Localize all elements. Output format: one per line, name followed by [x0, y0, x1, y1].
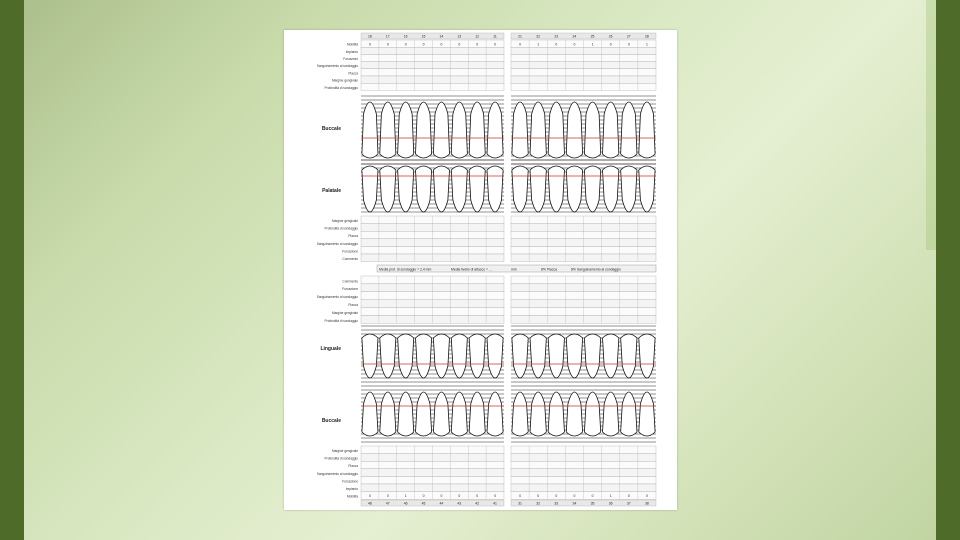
- upper-mobility-number: 0: [422, 42, 425, 47]
- lower-top-row-label: Commento: [342, 279, 358, 284]
- lower-top-row-label: Sanguinamento al sondaggio: [316, 295, 358, 300]
- upper-tooth-number: 13: [457, 34, 462, 39]
- lower-buccal-tooth: [416, 392, 432, 436]
- lower-mobility-number: 1: [609, 494, 612, 499]
- upper-buccal-tooth: [416, 102, 432, 158]
- upper-buccal-tooth: [566, 102, 582, 158]
- lower-mobility-number: 0: [519, 494, 522, 499]
- lower-lingual-tooth: [512, 334, 528, 378]
- upper-tooth-number: 11: [493, 34, 497, 39]
- upper-buccal-tooth: [584, 102, 600, 158]
- legend-item: mm: [511, 267, 517, 272]
- legend-item: 8% Placca: [541, 267, 558, 272]
- lower-lingual-tooth: [362, 334, 378, 378]
- upper-bottom-row-label: Margine gengivale: [331, 219, 358, 223]
- upper-palatal-tooth: [451, 166, 467, 212]
- lower-bottom-row-label: Sanguinamento al sondaggio: [316, 471, 358, 476]
- lower-buccal-tooth: [451, 392, 467, 436]
- lower-lingual-tooth: [451, 334, 467, 378]
- lower-lingual-tooth: [603, 334, 619, 378]
- upper-tooth-number: 28: [645, 34, 649, 39]
- lower-tooth-number: 47: [385, 501, 390, 506]
- lower-buccal-tooth: [512, 392, 528, 436]
- upper-mobility-number: 0: [404, 42, 407, 47]
- lower-top-row-label: Profondità di sondaggio: [324, 318, 358, 323]
- upper-palatal-tooth: [416, 166, 432, 212]
- label-buccal-upper: Buccale: [321, 126, 341, 132]
- upper-tooth-number: 25: [590, 34, 595, 39]
- lower-buccal-tooth: [548, 392, 564, 436]
- lower-bottom-row-label: Profondità di sondaggio: [324, 456, 358, 461]
- lower-buccal-tooth: [433, 392, 449, 436]
- upper-mobility-number: 0: [386, 42, 389, 47]
- lower-mobility-number: 0: [386, 494, 389, 499]
- upper-buccal-tooth: [398, 102, 414, 158]
- upper-palatal-tooth: [548, 166, 564, 212]
- upper-palatal-tooth: [621, 166, 637, 212]
- upper-top-row-label: Margine gengivale: [331, 78, 358, 83]
- lower-tooth-number: 48: [368, 501, 372, 506]
- lower-tooth-number: 46: [403, 501, 408, 506]
- lower-lingual-tooth: [398, 334, 414, 378]
- right-accent-highlight: [926, 0, 936, 250]
- lower-buccal-tooth: [621, 392, 637, 436]
- upper-top-row-label: Sanguinamento al sondaggio: [316, 64, 358, 69]
- upper-palatal-tooth: [487, 166, 503, 212]
- lower-lingual-tooth: [469, 334, 485, 378]
- lower-mobility-number: 0: [368, 494, 371, 499]
- lower-buccal-tooth: [530, 392, 546, 436]
- upper-mobility-number: 0: [627, 42, 630, 47]
- lower-lingual-tooth: [584, 334, 600, 378]
- upper-mobility-number: 0: [494, 42, 497, 47]
- upper-tooth-number: 27: [626, 34, 631, 39]
- lower-buccal-tooth: [398, 392, 414, 436]
- lower-mobility-number: 0: [422, 494, 425, 499]
- upper-mobility-number: 0: [609, 42, 612, 47]
- lower-buccal-tooth: [584, 392, 600, 436]
- legend-item: 8% Sanguinamento al sondaggio: [571, 267, 621, 272]
- upper-bottom-row-label: Forcazione: [342, 249, 358, 254]
- lower-mobility-number: 0: [591, 494, 594, 499]
- upper-palatal-tooth: [433, 166, 449, 212]
- upper-buccal-tooth: [487, 102, 503, 158]
- upper-mobility-number: 1: [537, 42, 540, 47]
- lower-tooth-number: 37: [626, 501, 631, 506]
- upper-mobility-number: 0: [476, 42, 479, 47]
- upper-palatal-tooth: [380, 166, 396, 212]
- upper-palatal-tooth: [566, 166, 582, 212]
- upper-buccal-tooth: [512, 102, 528, 158]
- lower-mobility-number: 1: [404, 494, 407, 499]
- lower-lingual-tooth: [639, 334, 655, 378]
- upper-number-header: [511, 33, 656, 39]
- upper-tooth-number: 16: [403, 34, 408, 39]
- upper-buccal-tooth: [451, 102, 467, 158]
- lower-tooth-number: 38: [645, 501, 649, 506]
- upper-bottom-row-label: Placca: [348, 234, 358, 239]
- lower-lingual-tooth: [621, 334, 637, 378]
- upper-tooth-number: 24: [572, 34, 577, 39]
- upper-mobility-number: 1: [645, 42, 648, 47]
- lower-buccal-tooth: [566, 392, 582, 436]
- lower-bottom-row-label: Mobilità: [347, 494, 358, 499]
- upper-palatal-tooth: [603, 166, 619, 212]
- lower-buccal-tooth: [603, 392, 619, 436]
- upper-mobility-number: 0: [555, 42, 558, 47]
- upper-tooth-number: 26: [608, 34, 613, 39]
- upper-mobility-number: 0: [368, 42, 371, 47]
- legend-item: Media prof. di sondaggio = 2,4 mm: [379, 267, 432, 272]
- lower-mobility-number: 0: [537, 494, 540, 499]
- lower-buccal-tooth: [362, 392, 378, 436]
- lower-number-footer: [361, 500, 504, 506]
- lower-tooth-number: 33: [554, 501, 559, 506]
- label-buccal-lower: Buccale: [321, 418, 341, 424]
- lower-mobility-number: 0: [458, 494, 461, 499]
- lower-tooth-number: 43: [457, 501, 462, 506]
- lower-mobility-number: 0: [476, 494, 479, 499]
- upper-tooth-number: 18: [368, 34, 372, 39]
- upper-buccal-tooth: [469, 102, 485, 158]
- lower-bottom-row-label: Placca: [348, 464, 358, 469]
- lower-bottom-row-label: Forcazione: [342, 479, 358, 484]
- left-accent-bar: [0, 0, 24, 540]
- upper-top-row-label: Impianto: [345, 49, 358, 54]
- lower-buccal-tooth: [469, 392, 485, 436]
- upper-tooth-number: 15: [421, 34, 426, 39]
- right-accent-bar: [936, 0, 960, 540]
- upper-palatal-tooth: [530, 166, 546, 212]
- lower-tooth-number: 44: [439, 501, 444, 506]
- upper-mobility-number: 1: [591, 42, 594, 47]
- upper-buccal-tooth: [433, 102, 449, 158]
- lower-tooth-number: 35: [590, 501, 595, 506]
- lower-tooth-number: 36: [608, 501, 613, 506]
- lower-top-row-label: Placca: [348, 303, 358, 307]
- upper-mobility-number: 0: [519, 42, 522, 47]
- lower-lingual-tooth: [530, 334, 546, 378]
- lower-mobility-number: 0: [494, 494, 497, 499]
- upper-tooth-number: 12: [475, 34, 480, 39]
- upper-tooth-number: 23: [554, 34, 559, 39]
- upper-bottom-row-label: Commento: [342, 257, 358, 261]
- lower-tooth-number: 34: [572, 501, 577, 506]
- label-lingual: Linguale: [320, 346, 341, 352]
- lower-top-row-label: Margine gengivale: [331, 310, 358, 315]
- upper-palatal-tooth: [639, 166, 655, 212]
- periodontal-chart-sheet: [284, 30, 677, 510]
- label-palatal: Palatale: [322, 188, 341, 194]
- upper-tooth-number: 22: [536, 34, 541, 39]
- upper-tooth-number: 21: [518, 34, 522, 39]
- lower-tooth-number: 32: [536, 501, 541, 506]
- lower-buccal-tooth: [380, 392, 396, 436]
- upper-top-row-label: Profondità di sondaggio: [324, 85, 358, 90]
- upper-top-row-label: Forcazioni: [343, 57, 358, 61]
- lower-mobility-number: 0: [440, 494, 443, 499]
- upper-tooth-number: 14: [439, 34, 444, 39]
- lower-lingual-tooth: [548, 334, 564, 378]
- legend-item: Media livello di attacco = ...: [451, 267, 492, 272]
- lower-lingual-tooth: [566, 334, 582, 378]
- upper-buccal-tooth: [621, 102, 637, 158]
- lower-bottom-row-label: Margine gengivale: [331, 449, 358, 453]
- upper-buccal-tooth: [603, 102, 619, 158]
- upper-palatal-tooth: [398, 166, 414, 212]
- upper-number-header: [361, 33, 504, 39]
- lower-lingual-tooth: [487, 334, 503, 378]
- lower-buccal-tooth: [487, 392, 503, 436]
- upper-buccal-tooth: [380, 102, 396, 158]
- lower-lingual-tooth: [380, 334, 396, 378]
- lower-tooth-number: 31: [518, 501, 522, 506]
- lower-number-footer: [511, 500, 656, 506]
- lower-tooth-number: 45: [421, 501, 426, 506]
- lower-bottom-row-label: Impianto: [345, 487, 358, 491]
- upper-palatal-tooth: [362, 166, 378, 212]
- upper-bottom-row-label: Sanguinamento al sondaggio: [316, 241, 358, 246]
- lower-top-row-label: Forcazione: [342, 287, 358, 292]
- lower-lingual-tooth: [433, 334, 449, 378]
- upper-mobility-number: 0: [458, 42, 461, 47]
- upper-buccal-tooth: [362, 102, 378, 158]
- periodontal-chart: [284, 30, 677, 510]
- upper-buccal-tooth: [530, 102, 546, 158]
- upper-mobility-number: 0: [573, 42, 576, 47]
- lower-tooth-number: 41: [493, 501, 497, 506]
- lower-mobility-number: 0: [627, 494, 630, 499]
- lower-tooth-number: 42: [475, 501, 480, 506]
- upper-mobility-number: 0: [440, 42, 443, 47]
- upper-palatal-tooth: [584, 166, 600, 212]
- lower-mobility-number: 0: [573, 494, 576, 499]
- lower-mobility-number: 0: [555, 494, 558, 499]
- lower-lingual-tooth: [416, 334, 432, 378]
- upper-palatal-tooth: [469, 166, 485, 212]
- lower-mobility-number: 0: [645, 494, 648, 499]
- upper-buccal-tooth: [548, 102, 564, 158]
- upper-top-row-label: Mobilità: [347, 42, 358, 47]
- upper-buccal-tooth: [639, 102, 655, 158]
- lower-buccal-tooth: [639, 392, 655, 436]
- upper-bottom-row-label: Profondità di sondaggio: [324, 226, 358, 231]
- upper-tooth-number: 17: [385, 34, 390, 39]
- upper-palatal-tooth: [512, 166, 528, 212]
- upper-top-row-label: Placca: [348, 71, 358, 76]
